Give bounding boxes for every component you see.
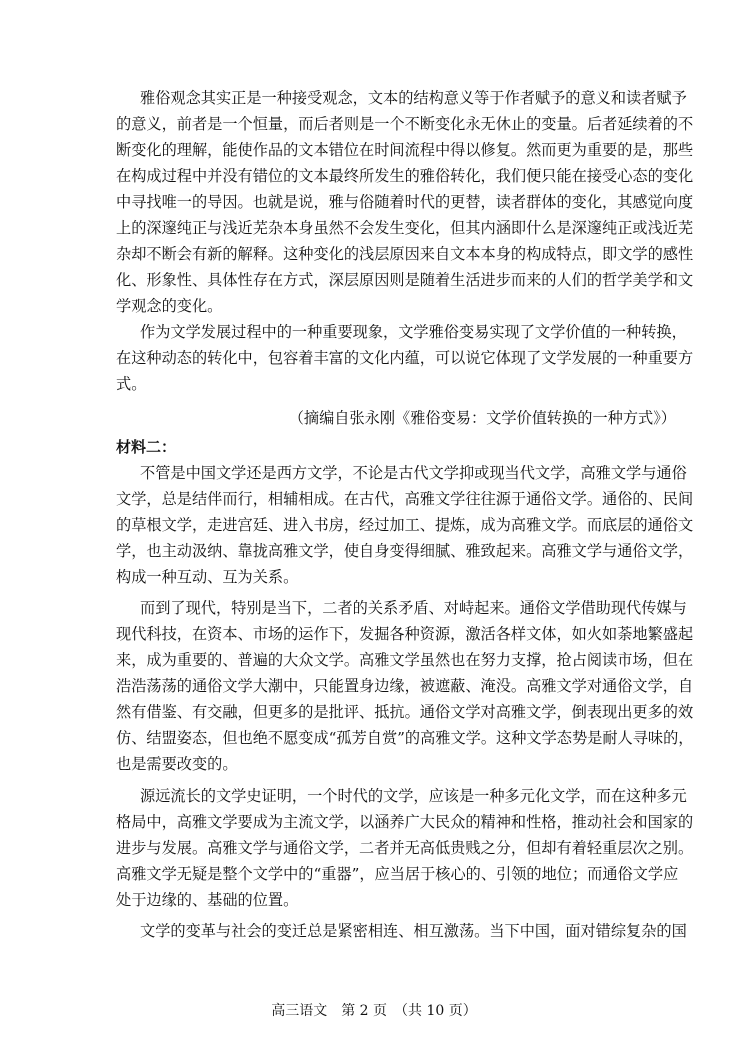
paragraph-5-line-5: 处于边缘的、基础的位置。 — [116, 891, 299, 909]
paragraph-1-line-2: 的意义，前者是一个恒量，而后者则是一个不断变化永无休止的变量。后者延续着的不 — [116, 115, 694, 133]
paragraph-5-line-1: 源远流长的文学史证明，一个时代的文学，应该是一种多元化文学，而在这种多元 — [140, 787, 687, 805]
paragraph-1-line-3: 断变化的理解，能使作品的文本错位在时间流程中得以修复。然而更为重要的是，那些 — [116, 141, 694, 159]
paragraph-3-line-1: 不管是中国文学还是西方文学，不论是古代文学抑或现当代文学，高雅文学与通俗 — [140, 464, 687, 482]
paragraph-4-line-5: 然有借鉴、有交融，但更多的是批评、抵抗。通俗文学对高雅文学，倒表现出更多的效 — [116, 703, 694, 721]
paragraph-1-line-6: 上的深邃纯正与浅近芜杂本身虽然不会发生变化，但其内涵即什么是深邃纯正或浅近芜 — [116, 219, 694, 237]
citation: （摘编自张永刚《雅俗变易：文学价值转换的一种方式》） — [288, 409, 676, 427]
paragraph-2-line-1: 作为文学发展过程中的一种重要现象，文学雅俗变易实现了文学价值的一种转换， — [140, 323, 687, 341]
paragraph-3-line-4: 学，也主动汲纳、靠拢高雅文学，使自身变得细腻、雅致起来。高雅文学与通俗文学， — [116, 542, 694, 560]
paragraph-1-line-5: 中寻找唯一的导因。也就是说，雅与俗随着时代的更替，读者群体的变化，其感觉向度 — [116, 193, 694, 211]
paragraph-5-line-3: 进步与发展。高雅文学与通俗文学，二者并无高低贵贱之分，但却有着轻重层次之别。 — [116, 839, 694, 857]
paragraph-2-line-3: 式。 — [116, 375, 147, 393]
paragraph-6-line-1: 文学的变革与社会的变迁总是紧密相连、相互激荡。当下中国，面对错综复杂的国 — [140, 922, 687, 940]
paragraph-4-line-4: 浩浩荡荡的通俗文学大潮中，只能置身边缘，被遮蔽、淹没。高雅文学对通俗文学，自 — [116, 677, 694, 695]
paragraph-3-line-5: 构成一种互动、互为关系。 — [116, 568, 299, 586]
paragraph-4-line-2: 现代科技，在资本、市场的运作下，发掘各种资源，激活各样文体，如火如荼地繁盛起 — [116, 625, 694, 643]
paragraph-1-line-4: 在构成过程中并没有错位的文本最终所发生的雅俗转化，我们便只能在接受心态的变化 — [116, 167, 694, 185]
page-footer: 高三语文 第 2 页 （共 10 页） — [271, 1003, 477, 1019]
paragraph-5-line-4: 高雅文学无疑是整个文学中的“重器”，应当居于核心的、引领的地位；而通俗文学应 — [116, 865, 679, 883]
paragraph-2-line-2: 在这种动态的转化中，包容着丰富的文化内蕴，可以说它体现了文学发展的一种重要方 — [116, 349, 694, 367]
paragraph-4-line-7: 也是需要改变的。 — [116, 755, 238, 773]
section-heading: 材料二： — [116, 438, 177, 456]
paragraph-4-line-1: 而到了现代，特别是当下，二者的关系矛盾、对峙起来。通俗文学借助现代传媒与 — [140, 599, 687, 617]
paragraph-1-line-8: 化、形象性、具体性存在方式，深层原因则是随着生活进步而来的人们的哲学美学和文 — [116, 271, 694, 289]
paragraph-5-line-2: 格局中，高雅文学要成为主流文学，以涵养广大民众的精神和性格，推动社会和国家的 — [116, 813, 694, 831]
paragraph-3-line-2: 文学，总是结伴而行，相辅相成。在古代，高雅文学往往源于通俗文学。通俗的、民间 — [116, 490, 694, 508]
paragraph-1-line-1: 雅俗观念其实正是一种接受观念，文本的结构意义等于作者赋予的意义和读者赋予 — [140, 89, 687, 107]
paragraph-4-line-6: 仿、结盟姿态，但也绝不愿变成“孤芳自赏”的高雅文学。这种文学态势是耐人寻味的， — [116, 729, 694, 747]
paragraph-1-line-7: 杂却不断会有新的解释。这种变化的浅层原因来自文本本身的构成特点，即文学的感性 — [116, 245, 694, 263]
paragraph-3-line-3: 的草根文学，走进宫廷、进入书房，经过加工、提炼，成为高雅文学。而底层的通俗文 — [116, 516, 694, 534]
paragraph-4-line-3: 来，成为重要的、普遍的大众文学。高雅文学虽然也在努力支撑，抢占阅读市场，但在 — [116, 651, 694, 669]
paragraph-1-line-9: 学观念的变化。 — [116, 297, 223, 315]
